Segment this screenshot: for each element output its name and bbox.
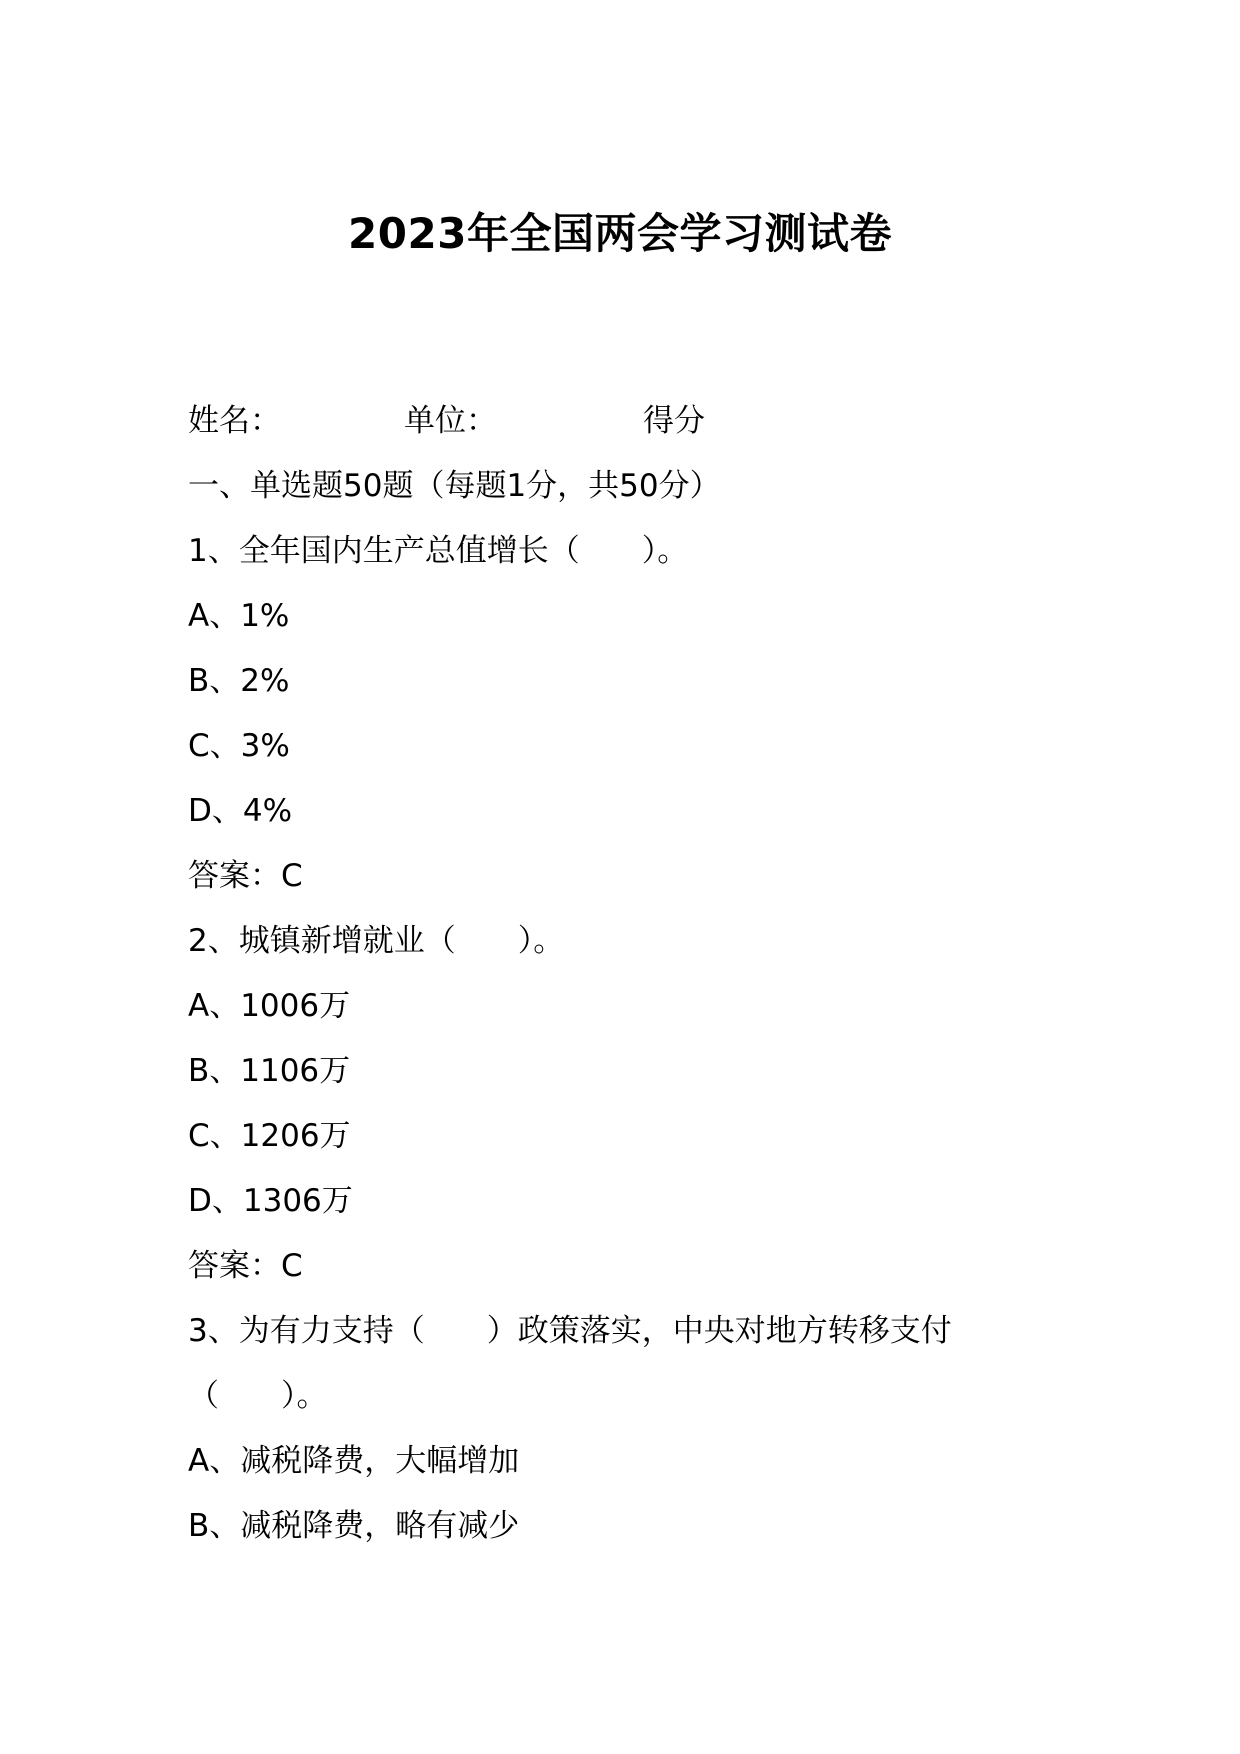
option-a: A、1006万 (188, 988, 351, 1024)
answer-line: 答案：C (188, 1248, 303, 1284)
option-d: D、1306万 (188, 1183, 353, 1219)
option-b: B、1106万 (188, 1053, 351, 1089)
score-label: 得分 (643, 403, 705, 439)
question-stem: 1、全年国内生产总值增长（ ）。 (188, 533, 689, 569)
page-title: 2023年全国两会学习测试卷 (348, 209, 892, 258)
option-d: D、4% (188, 793, 293, 829)
option-c: C、3% (188, 728, 290, 764)
name-label: 姓名： (188, 403, 281, 439)
question-block (188, 1299, 1068, 1559)
option-b: B、减税降费，略有减少 (188, 1508, 520, 1544)
question-block (188, 909, 1068, 1299)
answer-line: 答案：C (188, 858, 303, 894)
option-c: C、1206万 (188, 1118, 351, 1154)
exam-content (188, 388, 1068, 1559)
option-a: A、减税降费，大幅增加 (188, 1443, 520, 1479)
question-block (188, 519, 1068, 909)
section-heading: 一、单选题50题（每题1分，共50分） (188, 468, 721, 504)
question-stem: 2、城镇新增就业（ ）。 (188, 923, 565, 959)
question-stem: 3、为有力支持（ ）政策落实，中央对地方转移支付（ ）。 (188, 1313, 952, 1414)
unit-label: 单位： (404, 403, 497, 439)
option-b: B、2% (188, 663, 290, 699)
examinee-info-row (188, 388, 1068, 454)
option-a: A、1% (188, 598, 290, 634)
